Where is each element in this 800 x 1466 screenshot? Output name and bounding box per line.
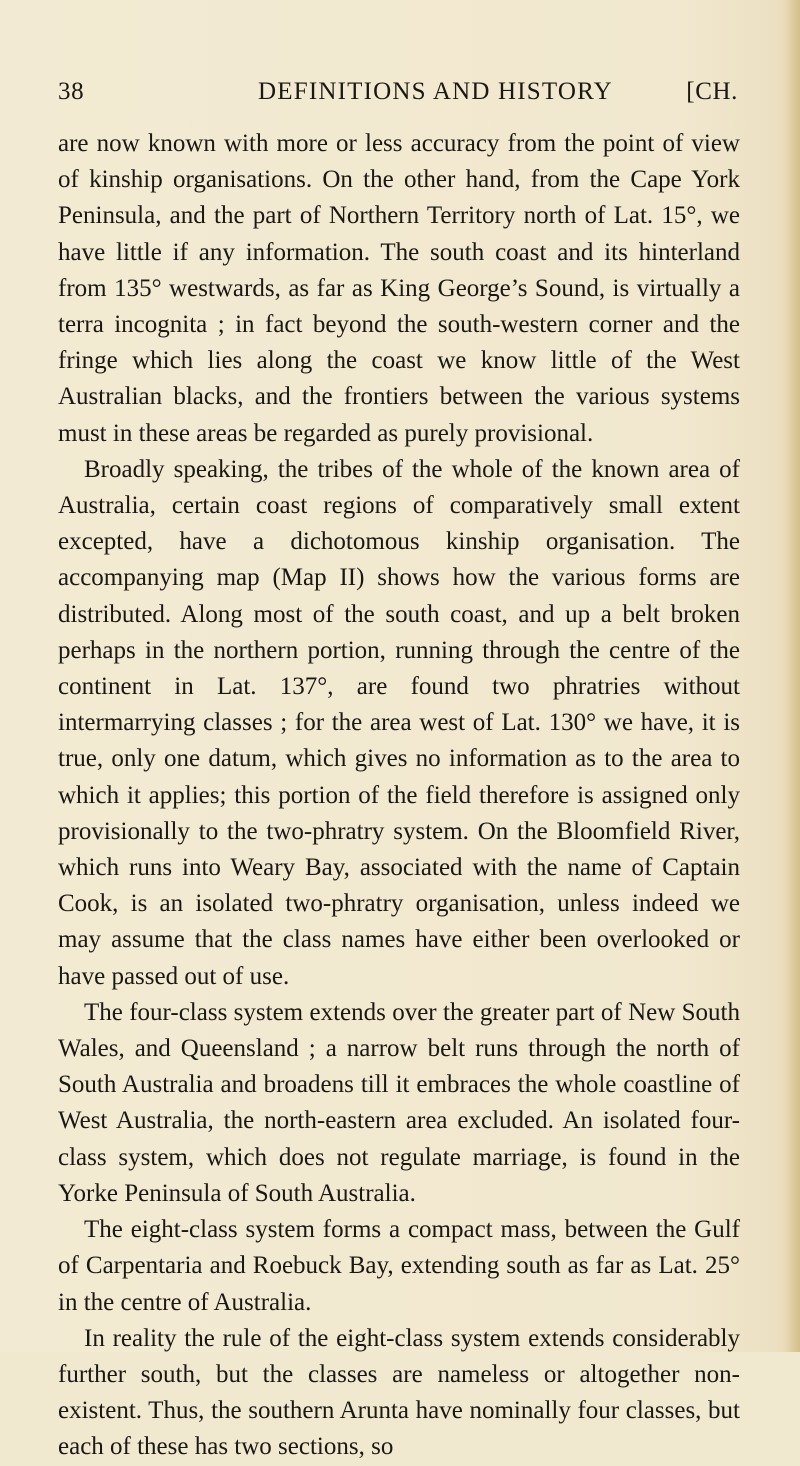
paragraph: The four-class system extends over the greater part of New South Wales, and Queensland ; a narrow belt runs through the north of South Australia and broadens till it embraces the whole coastline of West Australia, the north-eastern area excluded. An isolated four-class system, which does not regulate marriage, is found in the Yorke Peninsula of South Australia.	[58, 998, 740, 1207]
page-number: 38	[58, 78, 85, 105]
paragraph: are now known with more or less accuracy from the point of view of kinship organisations. On the other hand, from the Cape York Peninsula, and the part of Northern Territory north of Lat. 15°, we have little if any information. The south coast and its hinterland from 135° westwards, as far as King George’s Sound, is virtually a terra incognita ; in fact beyond the south-western corner and the fringe which lies along the coast we know little of the West Australian blacks, and the frontiers between the various systems must in these areas be regarded as purely provisional.	[58, 130, 740, 447]
running-title: DEFINITIONS AND HISTORY	[258, 78, 613, 105]
paragraph: Broadly speaking, the tribes of the whole of the known area of Australia, certain coast regions of comparatively small extent excepted, have a dichotomous kinship organisation. The accompanying map (Map II) shows how the various forms are distributed. Along most of the south coast, and up a belt broken perhaps in the northern portion, running through the centre of the continent in Lat. 137°, are found two phratries without intermarrying classes ; for the area west of Lat. 130° we have, it is true, only one datum, which gives no information as to the area to which it applies; this portion of the field therefore is assigned only provisionally to the two-phratry system. On the Bloomfield River, which runs into Weary Bay, associated with the name of Captain Cook, is an isolated two-phratry organisation, unless indeed we may assume that the class names have either been overlooked or have passed out of use.	[58, 455, 740, 990]
paragraph: The eight-class system forms a compact mass, between the Gulf of Carpentaria and Roebuck Bay, extending south as far as Lat. 25° in the centre of Australia.	[58, 1216, 740, 1316]
body-text	[58, 126, 740, 1466]
chapter-marker: [CH.	[686, 78, 738, 105]
paragraph: In reality the rule of the eight-class system extends considerably further south, but the classes are nameless or altogether non-existent. Thus, the southern Arunta have nominally four classes, but each of these has two sections, so	[58, 1324, 740, 1461]
page-edge-shadow	[786, 0, 800, 1352]
running-header	[58, 78, 738, 114]
